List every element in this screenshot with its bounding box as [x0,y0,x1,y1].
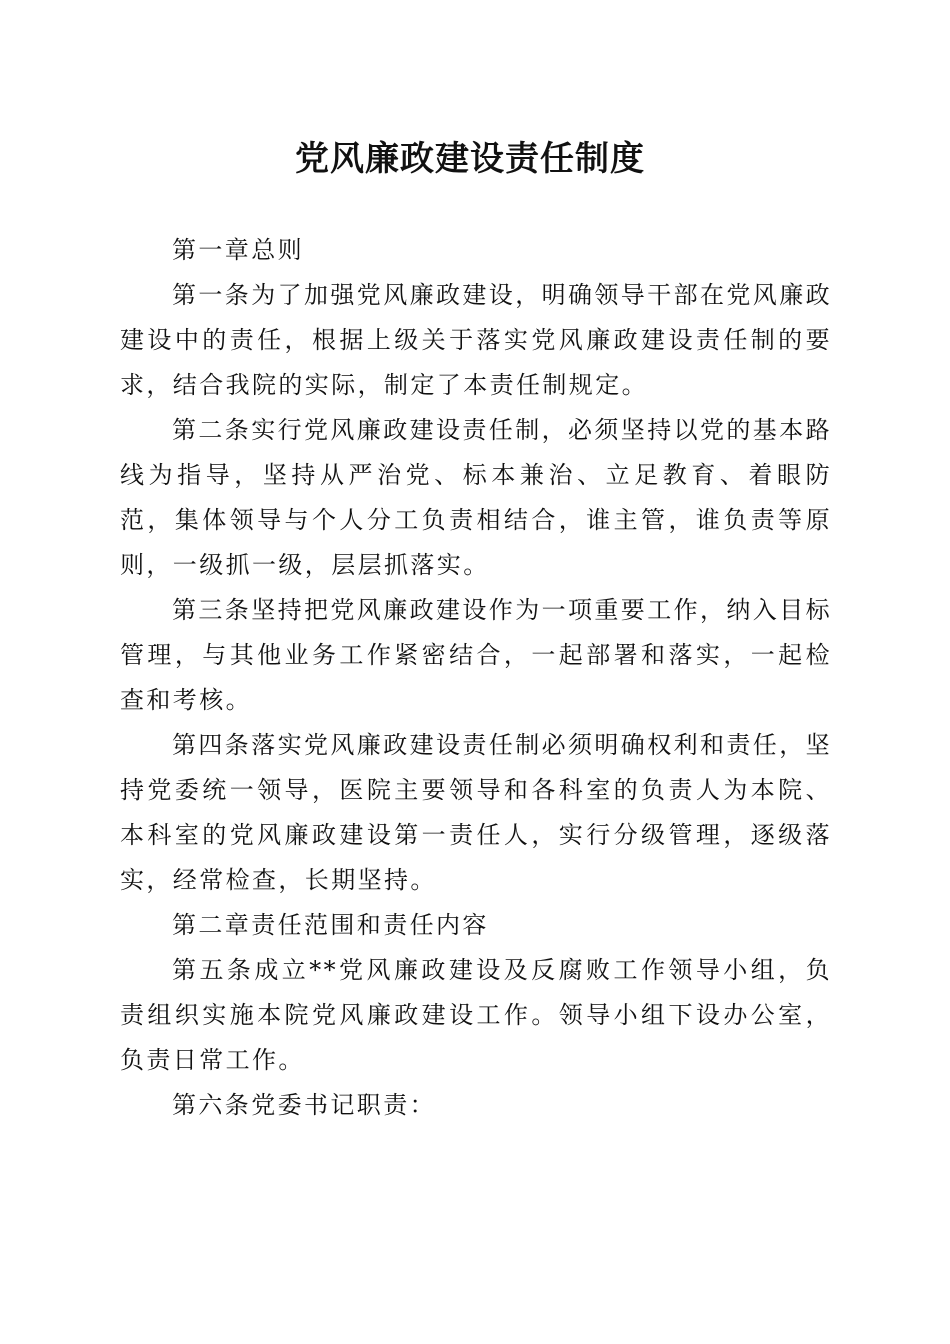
article-paragraph: 第三条坚持把党风廉政建设作为一项重要工作，纳入目标管理，与其他业务工作紧密结合，一起部署和落实，一起检查和考核。 [120,596,832,714]
document-title: 党风廉政建设责任制度 [295,139,645,179]
article-paragraph: 第四条落实党风廉政建设责任制必须明确权利和责任，坚持党委统一领导，医院主要领导和各科室的负责人为本院、本科室的党风廉政建设第一责任人，实行分级管理，逐级落实，经常检查，长期坚持。 [120,731,832,894]
document-body [120,228,832,1128]
article-paragraph: 第二条实行党风廉政建设责任制，必须坚持以党的基本路线为指导，坚持从严治党、标本兼治、立足教育、着眼防范，集体领导与个人分工负责相结合，谁主管，谁负责等原则，一级抓一级，层层抓落实。 [120,416,832,579]
article-paragraph: 第五条成立**党风廉政建设及反腐败工作领导小组，负责组织实施本院党风廉政建设工作。领导小组下设办公室，负责日常工作。 [120,956,832,1074]
chapter-heading: 第一章总则 [172,236,304,264]
article-paragraph: 第六条党委书记职责： [172,1091,436,1119]
chapter-heading: 第二章责任范围和责任内容 [172,911,489,939]
article-paragraph: 第一条为了加强党风廉政建设，明确领导干部在党风廉政建设中的责任，根据上级关于落实党风廉政建设责任制的要求，结合我院的实际，制定了本责任制规定。 [120,281,832,399]
